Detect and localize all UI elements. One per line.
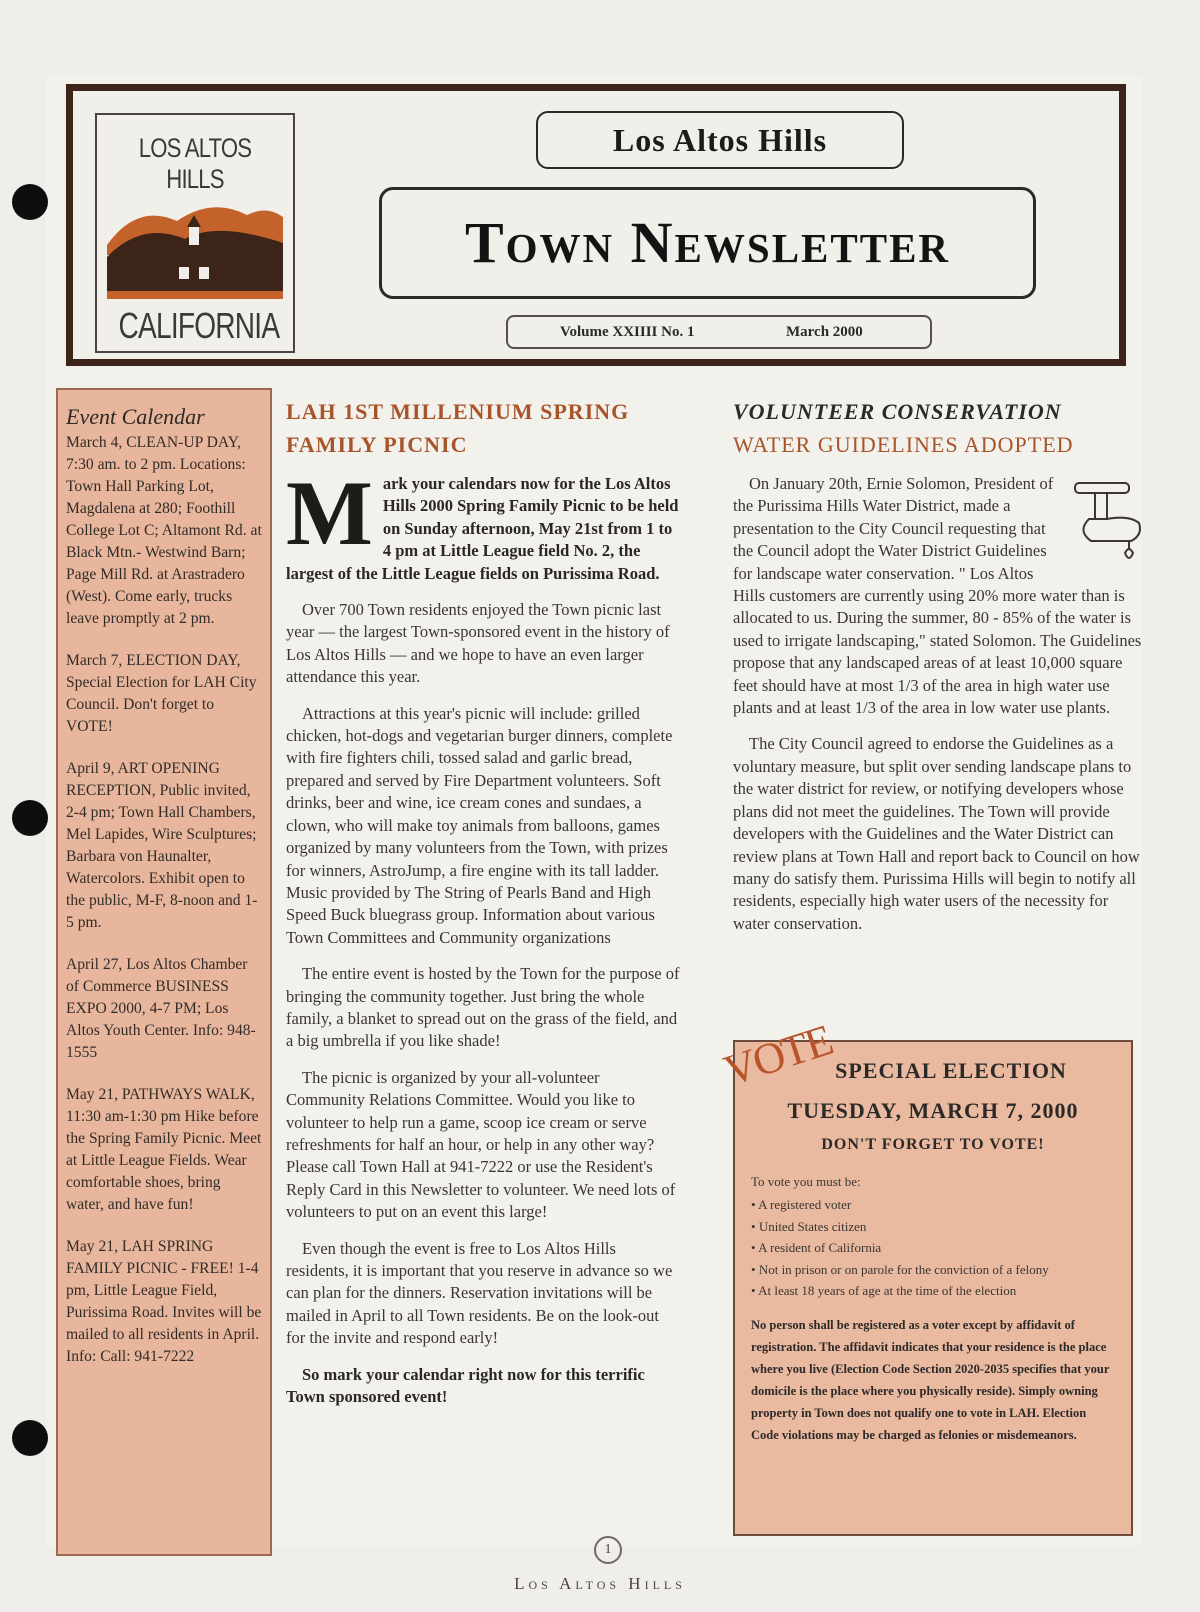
event-item: April 27, Los Altos Chamber of Commerce BUSINESS EXPO 2000, 4-7 PM; Los Altos Youth Center. Info: 948-1555 xyxy=(66,956,256,1061)
masthead-title: Los Altos Hills xyxy=(536,111,904,169)
event-item: March 4, CLEAN-UP DAY, 7:30 am. to 2 pm. Locations: Town Hall Parking Lot, Magdalena at 280; Foothill College Lot C; Altamont Rd. at Black Mtn.- Westwind Barn; Page Mill Rd. at Arastradero (West). Come early, trucks leave promptly at 2 pm. xyxy=(66,434,262,627)
vote-stamp: VOTE xyxy=(718,1015,838,1096)
binder-hole xyxy=(12,1420,48,1456)
page-number: 1 xyxy=(594,1536,622,1564)
logo-top-text: LOS ALTOS HILLS xyxy=(138,133,252,194)
election-note: No person shall be registered as a voter except by affidavit of registration. The affidavit indicates that your residence is the place where you live (Election Code Section 2020-2035 specifies that your domicile is the place where you physically reside). Simply owning property in Town does not qualify one to vote in LAH. Election Code violations may be charged as felonies or misdemeanors. xyxy=(751,1317,1110,1442)
article-paragraph: Even though the event is free to Los Altos Hills residents, it is important that you reserve in advance so we can plan for the dinners. Reservation invitations will be mailed in April to all Town residents. Be on the look-out for the invite and respond early! xyxy=(286,1238,673,1348)
masthead xyxy=(66,84,1126,366)
event-item: April 9, ART OPENING RECEPTION, Public invited, 2-4 pm; Town Hall Chambers, Mel Lapides, Wire Sculptures; Barbara von Haunalter, Watercolors. Exhibit open to the public, M-F, 8-noon and 1-5 pm. xyxy=(66,760,258,931)
list-item: • A resident of California xyxy=(751,1237,1115,1259)
binder-hole xyxy=(12,184,48,220)
water-article xyxy=(733,395,1149,949)
article-paragraph: The City Council agreed to endorse the Guidelines as a voluntary measure, but split over sending landscape plans to the water district for review, or notifying developers whose plans did not meet the guidelines. The Town will provide developers with the Guidelines and the Water District can review plans at Town Hall and report back to Council on how many do satisfy them. Purissima Hills will begin to notify all residents, especially high water users of the necessity for water conservation. xyxy=(733,734,1140,933)
hills-church-icon xyxy=(107,195,283,307)
water-headline xyxy=(733,395,1149,461)
newsletter-title: Town Newsletter xyxy=(379,187,1036,299)
event-calendar-title: Event Calendar xyxy=(66,404,205,429)
voter-requirements xyxy=(751,1194,1115,1302)
picnic-lead-text: ark your calendars now for the Los Altos Hills 2000 Spring Family Picnic to be held on Sunday afternoon, May 21st from 1 to 4 pm at Little League field No. 2, the largest of the Little League fields on Purissima Road. xyxy=(286,474,679,583)
election-reminder: DON'T FORGET TO VOTE! xyxy=(821,1136,1045,1153)
article-paragraph xyxy=(733,473,1149,719)
picnic-article xyxy=(286,395,680,1422)
list-item: • United States citizen xyxy=(751,1216,1115,1238)
article-paragraph: The picnic is organized by your all-volunteer Community Relations Committee. Would you like to volunteer to help run a game, scoop ice cream or serve refreshments for half an hour, or help in any other way? Please call Town Hall at 941-7222 or use the Resident's Reply Card in this Newsletter to volunteer. We need lots of volunteers to put on an event this large! xyxy=(286,1067,676,1222)
event-item: March 7, ELECTION DAY, Special Election for LAH City Council. Don't forget to VOTE! xyxy=(66,652,257,735)
picnic-headline: LAH 1ST MILLENIUM SPRING FAMILY PICNIC xyxy=(286,399,630,457)
special-election-box xyxy=(718,1015,1133,1536)
event-calendar xyxy=(56,388,272,1556)
binder-hole xyxy=(12,800,48,836)
event-item: May 21, LAH SPRING FAMILY PICNIC - FREE! 1-4 pm, Little League Field, Purissima Road. Invites will be mailed to all residents in April. Info: Call: 941-7222 xyxy=(66,1238,262,1365)
picnic-closing: So mark your calendar right now for this terrific Town sponsored event! xyxy=(286,1364,645,1407)
logo-bottom-text: CALIFORNIA xyxy=(118,305,280,346)
article-paragraph: Attractions at this year's picnic will include: grilled chicken, hot-dogs and vegetarian burger dinners, complete with fire fighters chili, tossed salad and garlic bread, prepared and served by Fire Department volunteers. Soft drinks, beer and wine, ice cream cones and sundaes, a clown, who will make toy animals from balloons, games organized by many volunteers from the Town, with prizes for winners, AstroJump, a fire engine with its tall ladder. Music provided by The String of Pearls Band and High Speed Buck bluegrass group. Information about various Town Committees and Community organizations xyxy=(286,703,673,947)
water-headline-line2: WATER GUIDELINES ADOPTED xyxy=(733,432,1074,457)
list-item: • Not in prison or on parole for the conviction of a felony xyxy=(751,1259,1115,1281)
issue-info xyxy=(506,315,932,349)
election-date: TUESDAY, MARCH 7, 2000 xyxy=(787,1098,1079,1123)
water-headline-line1: VOLUNTEER CONSERVATION xyxy=(733,399,1062,424)
drop-cap: M xyxy=(286,462,373,564)
list-item: • A registered voter xyxy=(751,1194,1115,1216)
issue-date: March 2000 xyxy=(786,324,863,340)
faucet-icon xyxy=(1069,479,1147,565)
volume-number: Volume XXIIII No. 1 xyxy=(560,324,695,340)
article-paragraph: The entire event is hosted by the Town for the purpose of bringing the community together. Just bring the whole family, a blanket to spread out on the grass of the field, and a big umbrella if you like shade! xyxy=(286,964,680,1051)
picnic-lead xyxy=(286,462,680,585)
article-paragraph: Over 700 Town residents enjoyed the Town picnic last year — the largest Town-sponsored event in the history of Los Altos Hills — and we hope to have an even larger attendance this year. xyxy=(286,600,670,687)
water-paragraph-text: On January 20th, Ernie Solomon, President of the Purissima Hills Water District, made a presentation to the City Council requesting that the Council adopt the Water District Guidelines for landscape water conservation. " Los Altos Hills customers are currently using 20% more water than is allocated to us. During the summer, 80 - 85% of the water is used to irrigate landscaping," stated Solomon. The Guidelines propose that any landscaped areas of at least 10,000 square feet should have at most 1/3 of the area in high water use plants and at least 1/3 of the area in low water use plants. xyxy=(733,474,1142,718)
town-logo xyxy=(95,113,295,353)
event-item: May 21, PATHWAYS WALK, 11:30 am-1:30 pm Hike before the Spring Family Picnic. Meet at Little League Fields. Wear comfortable shoes, bring water, and have fun! xyxy=(66,1086,262,1213)
list-item: • At least 18 years of age at the time of the election xyxy=(751,1280,1115,1302)
election-heading: SPECIAL ELECTION xyxy=(835,1058,1067,1083)
election-intro: To vote you must be: xyxy=(751,1174,861,1189)
footer-text: Los Altos Hills xyxy=(514,1574,686,1593)
